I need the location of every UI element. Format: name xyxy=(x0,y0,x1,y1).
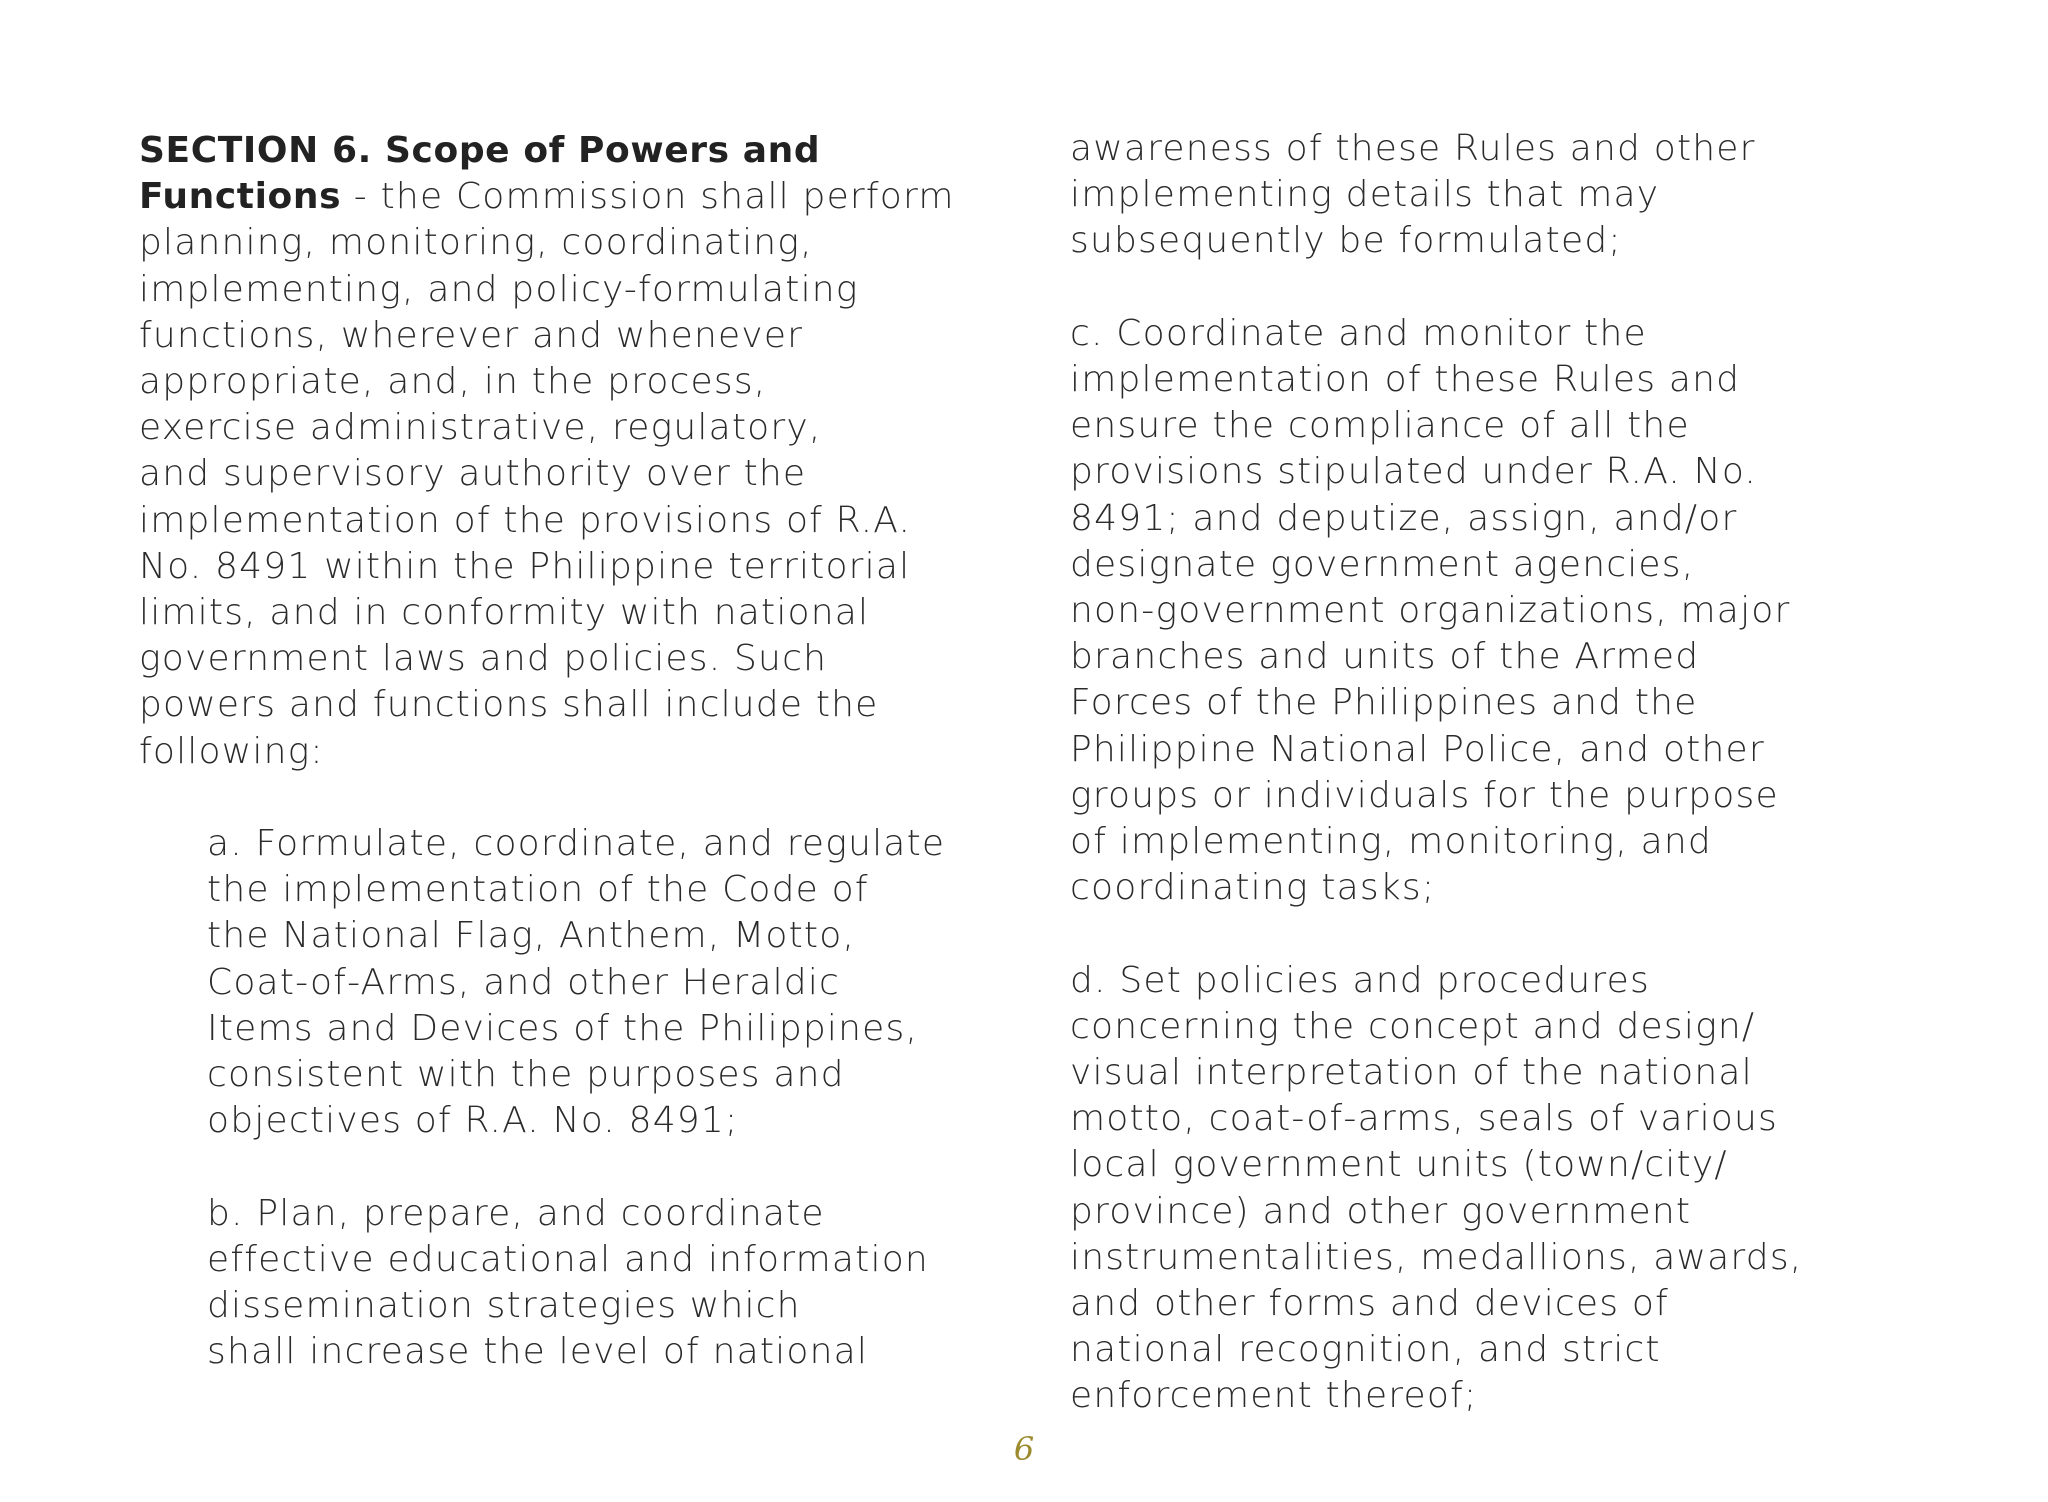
item-a xyxy=(207,821,946,1144)
item-b-cont-line: implementing details that may xyxy=(1070,174,1660,216)
intro-line: - the Commission shall perform xyxy=(341,176,955,218)
item-d-line: province) and other government xyxy=(1070,1190,1692,1232)
item-b xyxy=(207,1191,939,1376)
item-c-line: branches and units of the Armed xyxy=(1070,636,1700,678)
item-c-line: Philippine National Police, and other xyxy=(1070,728,1765,770)
item-d-line: motto, coat-of-arms, seals of various xyxy=(1070,1098,1778,1140)
item-c-line: groups or individuals for the purpose xyxy=(1070,774,1779,816)
item-d-line: d. Set policies and procedures xyxy=(1070,959,1650,1001)
intro-line: functions, wherever and whenever xyxy=(139,314,804,356)
intro-line: planning, monitoring, coordinating, xyxy=(139,222,813,264)
item-b-cont-line: subsequently be formulated; xyxy=(1070,220,1622,262)
item-b-line: dissemination strategies which xyxy=(207,1285,801,1327)
item-a-line: the implementation of the Code of xyxy=(207,869,869,911)
item-c-line: of implementing, monitoring, and xyxy=(1070,821,1712,863)
section-6-intro xyxy=(139,128,955,775)
intro-line: and supervisory authority over the xyxy=(139,453,807,495)
item-b-line: effective educational and information xyxy=(207,1238,929,1280)
intro-line: exercise administrative, regulatory, xyxy=(139,407,822,449)
item-c-line: c. Coordinate and monitor the xyxy=(1070,312,1647,354)
item-a-line: objectives of R.A. No. 8491; xyxy=(207,1100,739,1142)
item-d-line: concerning the concept and design/ xyxy=(1070,1005,1756,1047)
page-number: 6 xyxy=(1013,1430,1035,1468)
item-d-line: and other forms and devices of xyxy=(1070,1283,1669,1325)
item-d-line: visual interpretation of the national xyxy=(1070,1052,1753,1094)
item-a-line: Items and Devices of the Philippines, xyxy=(207,1007,919,1049)
intro-line: implementation of the provisions of R.A. xyxy=(139,499,912,541)
intro-line: appropriate, and, in the process, xyxy=(139,361,767,403)
item-c-line: ensure the compliance of all the xyxy=(1070,405,1690,447)
item-c xyxy=(1070,311,1910,912)
item-a-line: Coat-of-Arms, and other Heraldic xyxy=(207,961,841,1003)
right-column xyxy=(1070,126,1910,1420)
intro-line: implementing, and policy-formulating xyxy=(139,268,859,310)
item-d-line: national recognition, and strict xyxy=(1070,1329,1661,1371)
item-d-line: enforcement thereof; xyxy=(1070,1375,1478,1417)
item-a-line: the National Flag, Anthem, Motto, xyxy=(207,915,856,957)
item-c-line: designate government agencies, xyxy=(1070,543,1695,585)
item-c-line: implementation of these Rules and xyxy=(1070,359,1741,400)
section-heading-continued: Functions xyxy=(139,176,342,218)
item-c-line: non-government organizations, major xyxy=(1070,590,1791,632)
intro-line: limits, and in conformity with national xyxy=(139,592,870,634)
item-c-line: Forces of the Philippines and the xyxy=(1070,682,1698,724)
item-b-continued xyxy=(1070,126,1910,265)
item-c-line: provisions stipulated under R.A. No. xyxy=(1070,451,1758,493)
intro-line: government laws and policies. Such xyxy=(139,638,828,680)
item-b-cont-line: awareness of these Rules and other xyxy=(1070,128,1756,169)
section-heading: SECTION 6. Scope of Powers and xyxy=(139,130,821,171)
item-d-line: local government units (town/city/ xyxy=(1070,1144,1728,1186)
item-c-line: coordinating tasks; xyxy=(1070,867,1436,909)
item-c-line: 8491; and deputize, assign, and/or xyxy=(1070,497,1738,539)
item-d xyxy=(1070,958,1910,1420)
item-d-line: instrumentalities, medallions, awards, xyxy=(1070,1236,1803,1278)
intro-line: No. 8491 within the Philippine territorial xyxy=(139,545,911,587)
intro-line: powers and functions shall include the xyxy=(139,684,879,726)
left-column xyxy=(139,128,955,1375)
item-a-line: consistent with the purposes and xyxy=(207,1054,845,1096)
intro-line: following: xyxy=(139,730,324,772)
item-a-line: a. Formulate, coordinate, and regulate xyxy=(207,823,946,865)
item-b-line: shall increase the level of national xyxy=(207,1331,869,1373)
item-b-line: b. Plan, prepare, and coordinate xyxy=(207,1192,825,1234)
